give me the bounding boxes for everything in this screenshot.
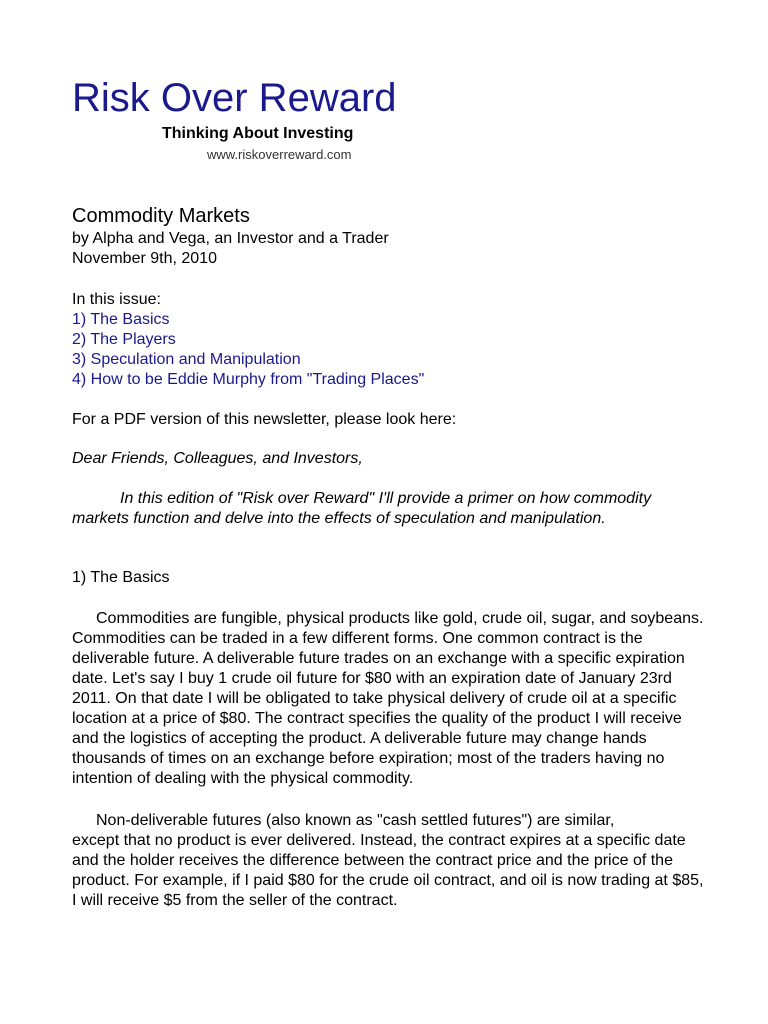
basics-paragraph-2: [72, 811, 712, 911]
intro-paragraph: [72, 489, 712, 529]
pdf-version-note: For a PDF version of this newsletter, please look here:: [72, 411, 457, 428]
article-heading: Commodity Markets: [72, 205, 250, 227]
toc-item-basics[interactable]: 1) The Basics: [72, 311, 170, 328]
toc-item-speculation[interactable]: 3) Speculation and Manipulation: [72, 351, 301, 368]
paragraph-remainder: except that no product is ever delivered. Instead, the contract expires at a specific date and the holder receives the difference between the contract price and the price of the product. For example, if I paid $80 for the crude oil contract, and oil is now trading at $85, I will receive $5 from the seller of the contract.: [72, 832, 704, 909]
basics-paragraph-1: [72, 609, 712, 789]
section-title-basics: 1) The Basics: [72, 569, 170, 586]
salutation: Dear Friends, Colleagues, and Investors,: [72, 450, 363, 467]
intro-text: In this edition of "Risk over Reward" I'll provide a primer on how commodity markets function and delve into the effects of speculation and manipulation.: [72, 490, 652, 527]
table-of-contents: [72, 310, 712, 390]
paragraph-text: [72, 811, 712, 911]
paragraph-first-line: Non-deliverable futures (also known as "cash settled futures") are similar,: [96, 812, 615, 829]
article-byline: by Alpha and Vega, an Investor and a Trader: [72, 230, 389, 247]
toc-heading: In this issue:: [72, 291, 161, 308]
website-url: www.riskoverreward.com: [207, 147, 352, 162]
newsletter-title: Risk Over Reward: [72, 76, 397, 120]
toc-item-trading-places[interactable]: 4) How to be Eddie Murphy from "Trading Places": [72, 371, 425, 388]
toc-item-players[interactable]: 2) The Players: [72, 331, 176, 348]
paragraph-text: Commodities are fungible, physical products like gold, crude oil, sugar, and soybeans. Commodities can be traded in a few different forms. One common contract is the deliverable future. A deliverable future trades on an exchange with a specific expiration date. Let's say I buy 1 crude oil future for $80 with an expiration date of January 23rd 2011. On that date I will be obligated to take physical delivery of crude oil at a specific location at a price of $80. The contract specifies the quality of the product I will receive and the logistics of accepting the product. A deliverable future may change hands thousands of times on an exchange before expiration; most of the traders having no intention of dealing with the physical commodity.: [72, 610, 704, 787]
newsletter-subtitle: Thinking About Investing: [162, 125, 354, 142]
article-date: November 9th, 2010: [72, 250, 217, 267]
